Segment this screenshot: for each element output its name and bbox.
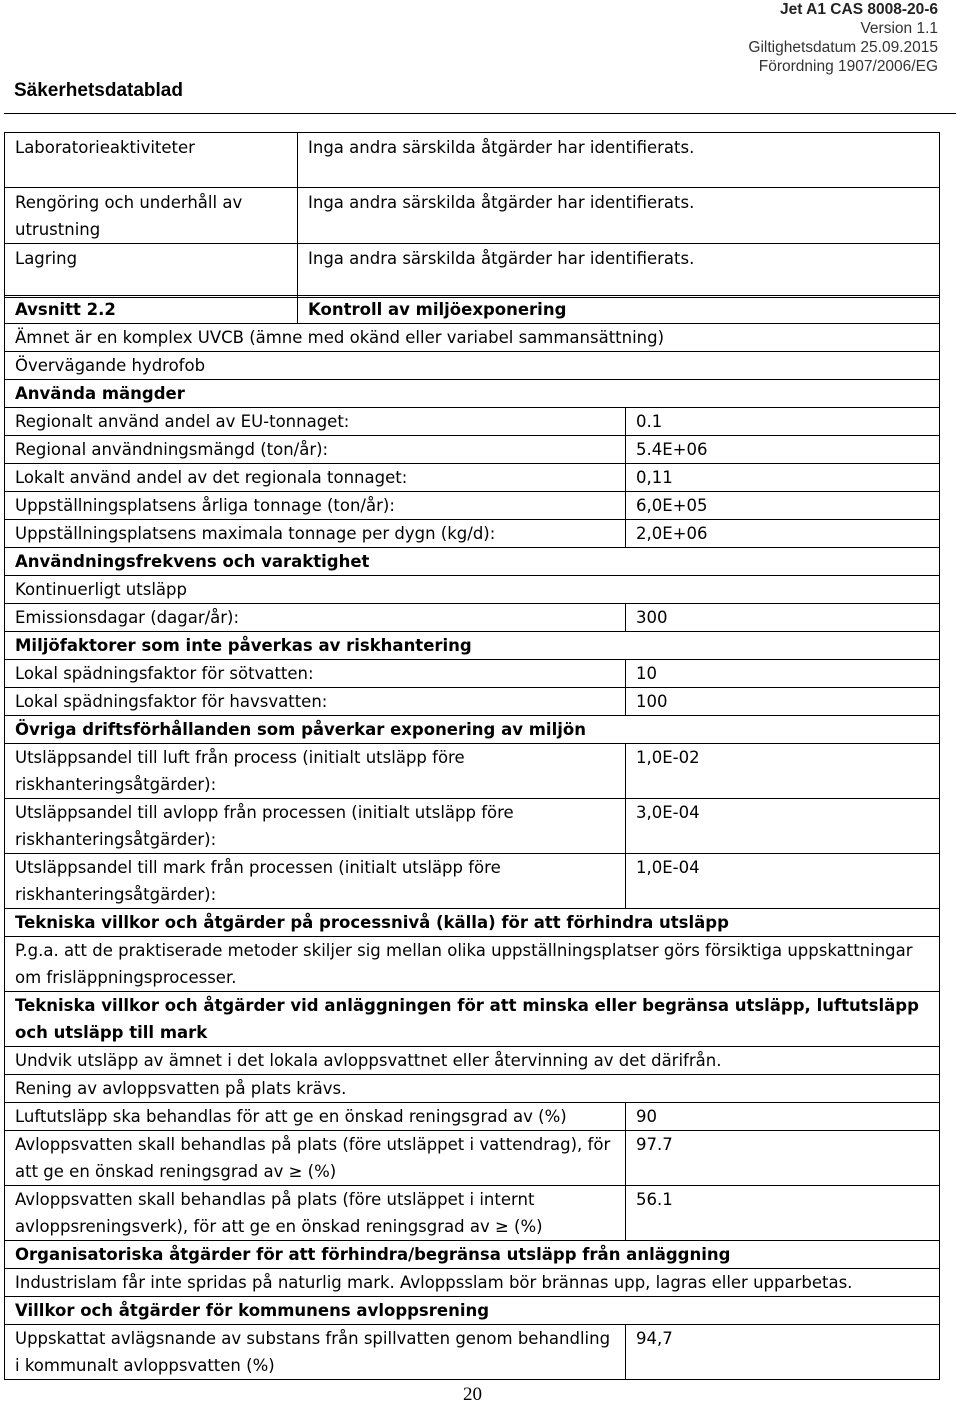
emission-days-value: 300 (626, 604, 940, 632)
other-conditions-heading: Övriga driftsförhållanden som påverkar exponering av miljön (5, 716, 940, 744)
table-row (5, 244, 940, 298)
treatment-value: 90 (626, 1103, 940, 1131)
table-row (5, 744, 940, 799)
env-factor-value: 100 (626, 688, 940, 716)
emission-days-label: Emissionsdagar (dagar/år): (5, 604, 626, 632)
release-value: 1,0E-02 (626, 744, 940, 799)
header-divider (4, 113, 956, 114)
table-row (5, 188, 940, 244)
table-row (5, 604, 940, 632)
table-row (5, 799, 940, 854)
amount-label: Uppställningsplatsens maximala tonnage per dygn (kg/d): (5, 520, 626, 548)
measure-label: Lagring (5, 244, 298, 298)
amount-label: Lokalt använd andel av det regionala tonnaget: (5, 464, 626, 492)
amount-value: 0.1 (626, 408, 940, 436)
process-heading: Tekniska villkor och åtgärder på processnivå (källa) för att förhindra utsläpp (5, 909, 940, 937)
table-row (5, 548, 940, 576)
measure-value: Inga andra särskilda åtgärder har identifierats. (298, 188, 940, 244)
product-name: Jet A1 CAS 8008-20-6 (780, 1, 938, 18)
onsite-text: Undvik utsläpp av ämnet i det lokala avloppsvattnet eller återvinning av det därifrån. (5, 1047, 940, 1075)
table-row (5, 660, 940, 688)
table-row (5, 688, 940, 716)
amount-label: Uppställningsplatsens årliga tonnage (ton/år): (5, 492, 626, 520)
release-value: 3,0E-04 (626, 799, 940, 854)
onsite-text: Rening av avloppsvatten på plats krävs. (5, 1075, 940, 1103)
release-label: Utsläppsandel till luft från process (initialt utsläpp före riskhanteringsåtgärder): (5, 744, 626, 799)
organisational-heading: Organisatoriska åtgärder för att förhindra/begränsa utsläpp från anläggning (5, 1241, 940, 1269)
table-row (5, 1047, 940, 1075)
table-row (5, 576, 940, 604)
continuous-release: Kontinuerligt utsläpp (5, 576, 940, 604)
release-value: 1,0E-04 (626, 854, 940, 909)
env-factor-value: 10 (626, 660, 940, 688)
amount-value: 5.4E+06 (626, 436, 940, 464)
document-title: Säkerhetsdatablad (14, 80, 183, 101)
table-row (5, 1103, 940, 1131)
process-text: P.g.a. att de praktiserade metoder skiljer sig mellan olika uppställningsplatser görs försiktiga uppskattningar om frisläppningsprocesser. (5, 937, 940, 992)
substance-description: Ämnet är en komplex UVCB (ämne med okänd eller variabel sammansättning) (5, 324, 940, 352)
table-row (5, 408, 940, 436)
table-row (5, 492, 940, 520)
page-header (0, 0, 960, 115)
table-row (5, 1186, 940, 1241)
amounts-heading: Använda mängder (5, 380, 940, 408)
release-label: Utsläppsandel till mark från processen (initialt utsläpp före riskhanteringsåtgärder): (5, 854, 626, 909)
table-row (5, 133, 940, 188)
table-row (5, 380, 940, 408)
table-row (5, 716, 940, 744)
table-row (5, 1131, 940, 1186)
frequency-heading: Användningsfrekvens och varaktighet (5, 548, 940, 576)
section-number: Avsnitt 2.2 (5, 296, 298, 324)
municipal-label: Uppskattat avlägsnande av substans från spillvatten genom behandling i kommunalt avloppsvatten (%) (5, 1325, 626, 1380)
table-row (5, 909, 940, 937)
amount-value: 2,0E+06 (626, 520, 940, 548)
table-row (5, 1075, 940, 1103)
measure-value: Inga andra särskilda åtgärder har identifierats. (298, 133, 940, 188)
table-row (5, 464, 940, 492)
treatment-label: Avloppsvatten skall behandlas på plats (före utsläppet i vattendrag), för att ge en önskad reningsgrad av ≥ (%) (5, 1131, 626, 1186)
table-row (5, 324, 940, 352)
measure-value: Inga andra särskilda åtgärder har identifierats. (298, 244, 940, 298)
table-row (5, 854, 940, 909)
document-meta (748, 0, 938, 76)
table-row (5, 352, 940, 380)
amount-value: 0,11 (626, 464, 940, 492)
table-row (5, 520, 940, 548)
amount-value: 6,0E+05 (626, 492, 940, 520)
section-title: Kontroll av miljöexponering (298, 296, 940, 324)
environment-exposure-table (4, 295, 940, 1380)
measures-table (4, 132, 940, 298)
onsite-heading: Tekniska villkor och åtgärder vid anläggningen för att minska eller begränsa utsläpp, luftutsläpp och utsläpp till mark (5, 992, 940, 1047)
table-row (5, 436, 940, 464)
treatment-label: Avloppsvatten skall behandlas på plats (före utsläppet i internt avloppsreningsverk), för att ge en önskad reningsgrad av ≥ (%) (5, 1186, 626, 1241)
measure-label: Laboratorieaktiviteter (5, 133, 298, 188)
measure-label: Rengöring och underhåll av utrustning (5, 188, 298, 244)
table-row (5, 1325, 940, 1380)
validity-date: Giltighetsdatum 25.09.2015 (748, 39, 938, 56)
section-header-row (5, 296, 940, 324)
env-factors-heading: Miljöfaktorer som inte påverkas av riskhantering (5, 632, 940, 660)
release-label: Utsläppsandel till avlopp från processen (initialt utsläpp före riskhanteringsåtgärder): (5, 799, 626, 854)
table-row (5, 632, 940, 660)
table-row (5, 937, 940, 992)
treatment-label: Luftutsläpp ska behandlas för att ge en önskad reningsgrad av (%) (5, 1103, 626, 1131)
page-number: 20 (463, 1384, 482, 1405)
municipal-value: 94,7 (626, 1325, 940, 1380)
version-label: Version 1.1 (860, 20, 938, 37)
hydrophobic-note: Övervägande hydrofob (5, 352, 940, 380)
env-factor-label: Lokal spädningsfaktor för sötvatten: (5, 660, 626, 688)
table-row (5, 992, 940, 1047)
treatment-value: 56.1 (626, 1186, 940, 1241)
amount-label: Regional användningsmängd (ton/år): (5, 436, 626, 464)
municipal-heading: Villkor och åtgärder för kommunens avloppsrening (5, 1297, 940, 1325)
treatment-value: 97.7 (626, 1131, 940, 1186)
amount-label: Regionalt använd andel av EU-tonnaget: (5, 408, 626, 436)
env-factor-label: Lokal spädningsfaktor för havsvatten: (5, 688, 626, 716)
table-row (5, 1297, 940, 1325)
regulation-label: Förordning 1907/2006/EG (758, 58, 938, 75)
table-row (5, 1269, 940, 1297)
table-row (5, 1241, 940, 1269)
organisational-text: Industrislam får inte spridas på naturlig mark. Avloppsslam bör brännas upp, lagras eller upparbetas. (5, 1269, 940, 1297)
